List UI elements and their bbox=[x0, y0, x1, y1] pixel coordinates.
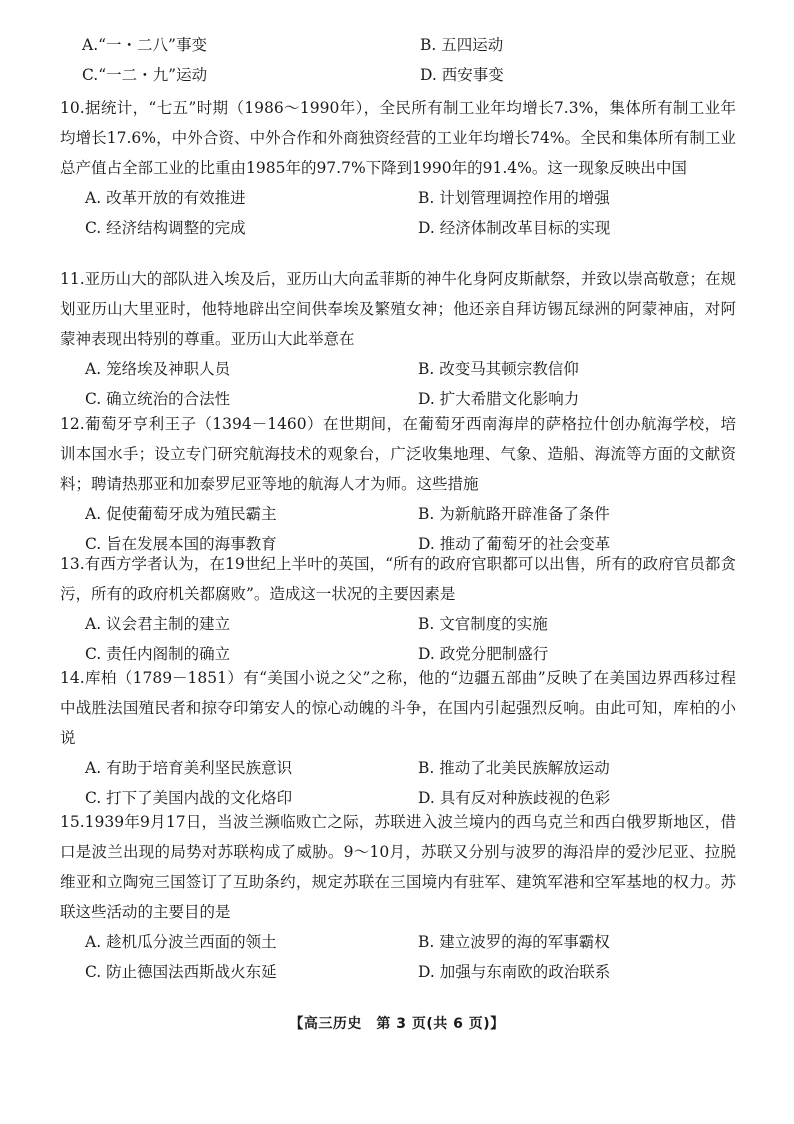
question-number: 12. bbox=[60, 415, 85, 433]
question-12 bbox=[60, 409, 736, 559]
q9-options bbox=[82, 30, 722, 90]
footer-text: 高三历史 第 3 页(共 6 页) bbox=[303, 1016, 491, 1032]
question-stem: 11.亚历山大的部队进入埃及后，亚历山大向孟菲斯的神牛化身阿皮斯献祭，并致以崇高敬意；在规划亚历山大里亚时，他特地辟出空间供奉埃及繁殖女神；他还亲自拜访锡瓦绿洲的阿蒙神庙，对阿蒙神表现出特别的尊重。亚历山大此举意在 bbox=[60, 270, 736, 348]
options bbox=[85, 609, 736, 669]
question-stem: 10.据统计，“七五”时期（1986～1990年），全民所有制工业年均增长7.3%，集体所有制工业年均增长17.6%，中外合资、中外合作和外商独资经营的工业年均增长74%。全民和集体所有制工业总产值占全部工业的比重由1985年的97.7%下降到1990年的91.4%。这一现象反映出中国 bbox=[60, 99, 736, 177]
question-number: 14. bbox=[60, 669, 85, 687]
option-a: A. 笼络埃及神职人员 bbox=[85, 360, 231, 378]
option-d: D. 扩大希腊文化影响力 bbox=[418, 390, 580, 408]
question-number: 10. bbox=[60, 99, 85, 117]
option-d: D. 具有反对种族歧视的色彩 bbox=[418, 789, 611, 807]
option-d: D. 西安事变 bbox=[420, 66, 504, 84]
option-c: C. 防止德国法西斯战火东延 bbox=[85, 963, 277, 981]
question-stem: 12.葡萄牙亨利王子（1394－1460）在世期间，在葡萄牙西南海岸的萨格拉什创办航海学校，培训本国水手；设立专门研究航海技术的观象台，广泛收集地理、气象、造船、海流等方面的文献资料；聘请热那亚和加泰罗尼亚等地的航海人才为师。这些措施 bbox=[60, 415, 736, 493]
option-b: B. 为新航路开辟准备了条件 bbox=[418, 505, 610, 523]
option-a: A. 趁机瓜分波兰西面的领土 bbox=[85, 933, 277, 951]
option-c: C. 确立统治的合法性 bbox=[85, 390, 231, 408]
option-b: B. 文官制度的实施 bbox=[418, 615, 548, 633]
option-c: C. 打下了美国内战的文化烙印 bbox=[85, 789, 293, 807]
question-number: 13. bbox=[60, 555, 85, 573]
option-c: C. 旨在发展本国的海事教育 bbox=[85, 535, 277, 553]
question-stem: 15.1939年9月17日，当波兰濒临败亡之际，苏联进入波兰境内的西乌克兰和西白俄罗斯地区，借口是波兰出现的局势对苏联构成了威胁。9～10月，苏联又分别与波罗的海沿岸的爱沙尼亚、拉脱维亚和立陶宛三国签订了互助条约，规定苏联在三国境内有驻军、建筑军港和空军基地的权力。苏联这些活动的主要目的是 bbox=[60, 813, 736, 921]
question-15 bbox=[60, 807, 736, 987]
footer-bracket-open: 【 bbox=[289, 1016, 304, 1032]
question-11 bbox=[60, 264, 736, 414]
options bbox=[85, 354, 736, 414]
option-a: A. 改革开放的有效推进 bbox=[85, 189, 246, 207]
option-b: B. 五四运动 bbox=[420, 36, 504, 54]
option-c: C. 责任内阁制的确立 bbox=[85, 645, 231, 663]
option-a: A.“一・二八”事变 bbox=[82, 36, 207, 54]
option-a: A. 议会君主制的建立 bbox=[85, 615, 231, 633]
option-d: D. 经济体制改革目标的实现 bbox=[418, 219, 611, 237]
question-number: 11. bbox=[60, 270, 85, 288]
question-stem: 14.库柏（1789－1851）有“美国小说之父”之称，他的“边疆五部曲”反映了在美国边界西移过程中战胜法国殖民者和掠夺印第安人的惊心动魄的斗争，在国内引起强烈反响。由此可知，库柏的小说 bbox=[60, 669, 736, 747]
question-13 bbox=[60, 549, 736, 669]
question-stem: 13.有西方学者认为，在19世纪上半叶的英国，“所有的政府官职都可以出售，所有的政府官员都贪污，所有的政府机关都腐败”。造成这一状况的主要因素是 bbox=[60, 555, 736, 603]
option-b: B. 改变马其顿宗教信仰 bbox=[418, 360, 579, 378]
question-10 bbox=[60, 93, 736, 243]
options bbox=[85, 183, 736, 243]
option-d: D. 政党分肥制盛行 bbox=[418, 645, 549, 663]
option-a: A. 促使葡萄牙成为殖民霸主 bbox=[85, 505, 277, 523]
option-b: B. 计划管理调控作用的增强 bbox=[418, 189, 610, 207]
option-a: A. 有助于培育美利坚民族意识 bbox=[85, 759, 293, 777]
option-c: C. 经济结构调整的完成 bbox=[85, 219, 246, 237]
option-c: C.“一二・九”运动 bbox=[82, 66, 208, 84]
page-footer bbox=[0, 1013, 794, 1033]
question-14 bbox=[60, 663, 736, 813]
question-number: 15. bbox=[60, 813, 85, 831]
option-b: B. 推动了北美民族解放运动 bbox=[418, 759, 610, 777]
options bbox=[85, 753, 736, 813]
option-b: B. 建立波罗的海的军事霸权 bbox=[418, 933, 610, 951]
options bbox=[85, 927, 736, 987]
option-d: D. 加强与东南欧的政治联系 bbox=[418, 963, 611, 981]
option-d: D. 推动了葡萄牙的社会变革 bbox=[418, 535, 611, 553]
footer-bracket-close: 】 bbox=[490, 1016, 505, 1032]
